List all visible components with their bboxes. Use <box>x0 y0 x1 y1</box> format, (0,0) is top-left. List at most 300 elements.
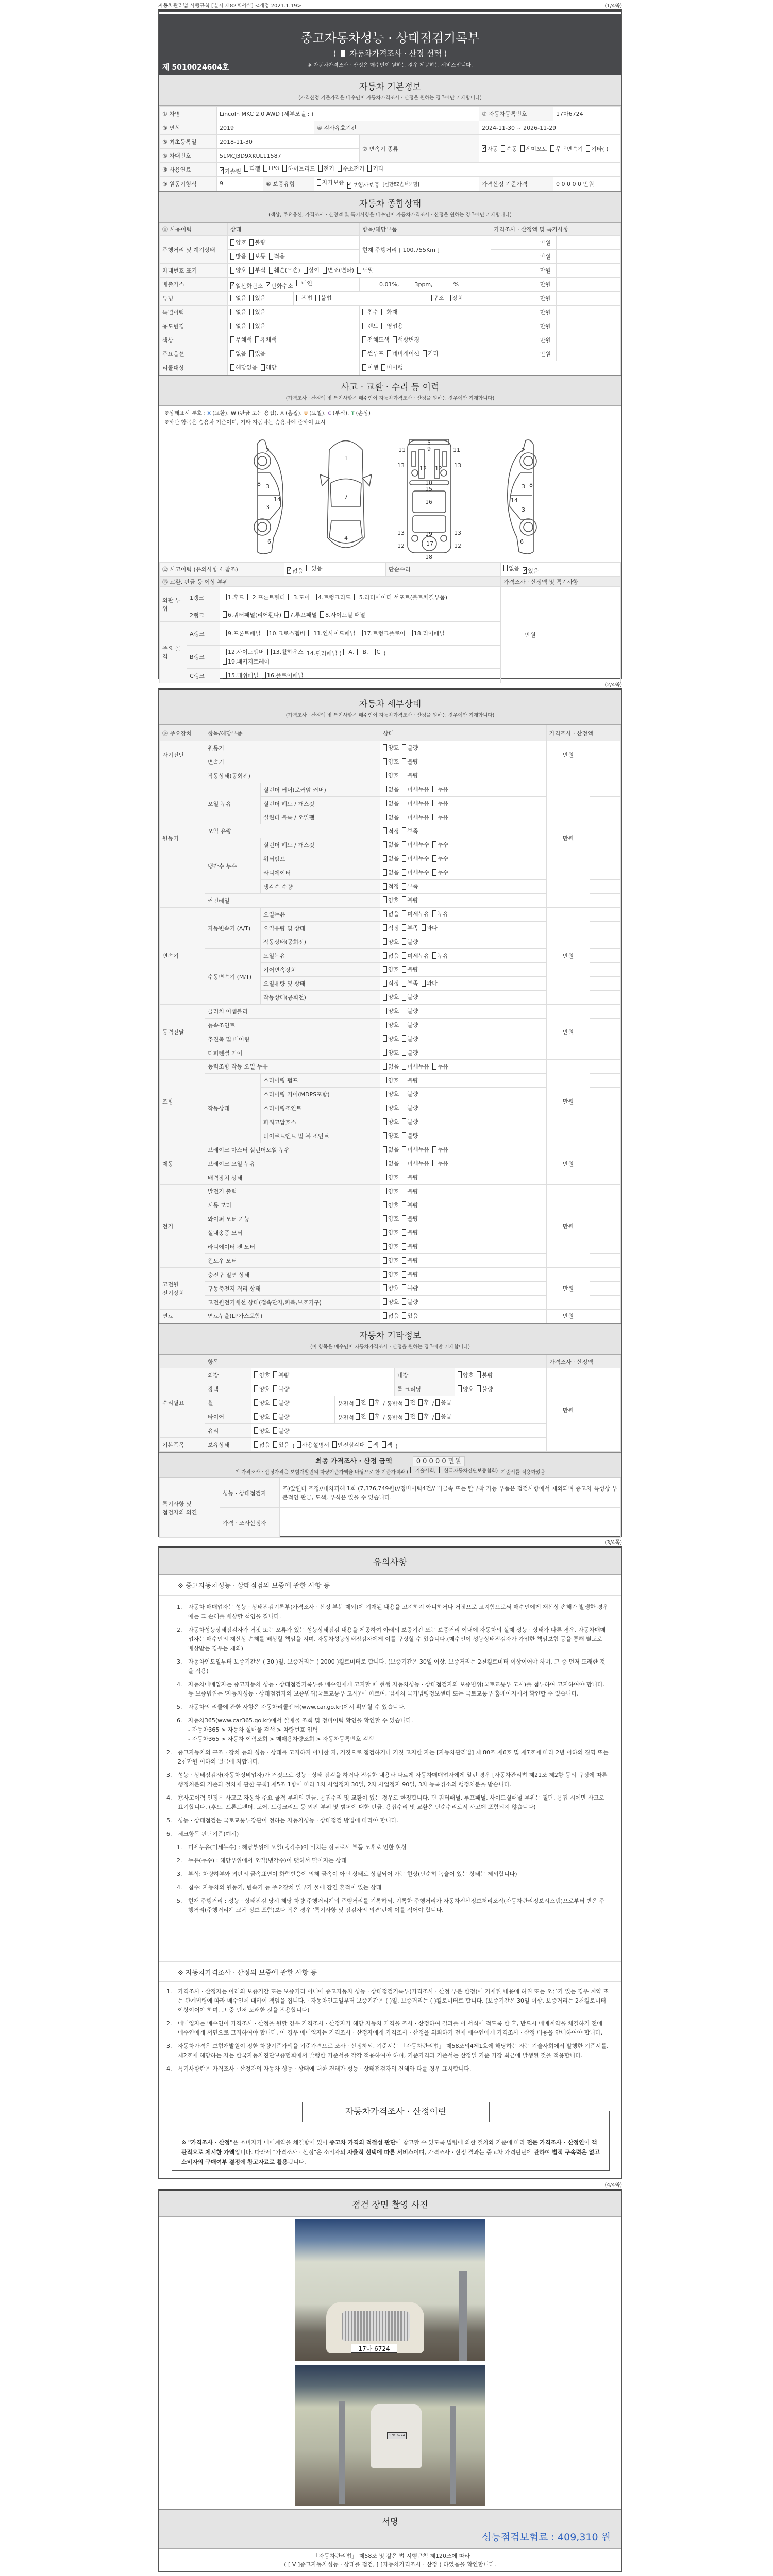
checkbox-icon[interactable] <box>284 611 289 618</box>
checkbox-icon[interactable] <box>432 1146 436 1153</box>
checkbox-option[interactable] <box>368 1440 379 1449</box>
checkbox-option[interactable] <box>383 993 399 1001</box>
checkbox-icon[interactable] <box>432 869 436 876</box>
checkbox-option[interactable] <box>262 671 304 680</box>
checkbox-option[interactable] <box>320 611 365 619</box>
checkbox-option[interactable] <box>296 279 312 287</box>
checkbox-option[interactable] <box>520 145 548 153</box>
checkbox-option[interactable] <box>230 363 258 371</box>
checkbox-icon[interactable] <box>402 814 406 820</box>
checkbox-icon[interactable] <box>362 364 366 371</box>
checkbox-icon[interactable] <box>402 1146 406 1153</box>
checkbox-icon[interactable] <box>362 336 366 343</box>
checkbox-option[interactable] <box>383 1201 399 1209</box>
checkbox-icon[interactable] <box>359 630 363 636</box>
checkbox-icon[interactable] <box>402 827 406 834</box>
checkbox-icon[interactable] <box>432 952 436 959</box>
checkbox-icon[interactable] <box>422 924 426 931</box>
checkbox-option[interactable] <box>313 593 351 601</box>
checkbox-icon[interactable] <box>383 1201 387 1208</box>
checkbox-option[interactable] <box>523 567 539 575</box>
checkbox-option[interactable] <box>381 308 397 316</box>
checkbox-icon[interactable] <box>383 924 387 931</box>
checkbox-icon[interactable] <box>520 145 525 152</box>
checkbox-icon[interactable] <box>249 253 254 260</box>
checkbox-icon[interactable] <box>383 1312 387 1319</box>
checkbox-option[interactable] <box>249 252 265 260</box>
checkbox-option[interactable] <box>402 1131 418 1140</box>
checkbox-option[interactable] <box>372 649 381 655</box>
checkbox-option[interactable] <box>306 564 322 572</box>
checkbox-option[interactable] <box>383 882 399 890</box>
checkbox-icon[interactable] <box>432 800 436 806</box>
inspection-photo-rear[interactable] <box>295 2365 485 2506</box>
checkbox-option[interactable] <box>381 321 403 330</box>
checkbox-icon[interactable] <box>254 1385 258 1392</box>
checkbox-icon[interactable] <box>409 630 413 636</box>
checkbox-option[interactable] <box>315 294 331 302</box>
checkbox-option[interactable] <box>223 611 281 619</box>
checkbox-option[interactable] <box>422 924 438 932</box>
checkbox-icon[interactable] <box>269 267 273 274</box>
checkbox-option[interactable] <box>383 1256 399 1264</box>
checkbox-icon[interactable] <box>273 1371 277 1378</box>
checkbox-icon[interactable] <box>402 1284 406 1291</box>
checkbox-option[interactable] <box>439 1467 498 1474</box>
checkbox-option[interactable] <box>273 1440 289 1449</box>
checkbox-icon[interactable] <box>402 1257 406 1264</box>
checkbox-icon[interactable] <box>369 1413 374 1420</box>
checkbox-option[interactable] <box>383 1131 399 1140</box>
checkbox-option[interactable] <box>402 1090 418 1098</box>
checkbox-option[interactable] <box>223 657 270 666</box>
checkbox-icon[interactable] <box>383 883 387 890</box>
checkbox-option[interactable] <box>273 1413 289 1421</box>
checkbox-option[interactable] <box>367 164 383 173</box>
checkbox-option[interactable] <box>332 1440 365 1449</box>
checkbox-icon[interactable] <box>230 336 234 343</box>
checkbox-option[interactable] <box>402 882 418 890</box>
checkbox-option[interactable] <box>338 164 365 173</box>
checkbox-icon[interactable] <box>369 1399 374 1406</box>
checkbox-option[interactable] <box>273 1371 289 1379</box>
checkbox-icon[interactable] <box>383 1146 387 1153</box>
checkbox-icon[interactable] <box>383 744 387 751</box>
checkbox-icon[interactable] <box>383 1008 387 1014</box>
checkbox-icon[interactable] <box>477 1385 481 1392</box>
checkbox-option[interactable] <box>432 952 448 960</box>
checkbox-option[interactable] <box>402 1117 418 1126</box>
checkbox-option[interactable] <box>357 266 373 274</box>
checkbox-icon[interactable] <box>402 1132 406 1139</box>
checkbox-icon[interactable] <box>402 1022 406 1028</box>
checkbox-option[interactable] <box>223 671 259 680</box>
checkbox-icon[interactable] <box>402 1160 406 1166</box>
checkbox-icon[interactable] <box>223 611 227 618</box>
checkbox-option[interactable] <box>402 1242 418 1250</box>
checkbox-icon[interactable] <box>223 594 227 600</box>
checkbox-option[interactable] <box>410 1467 436 1474</box>
checkbox-option[interactable] <box>284 611 317 619</box>
checkbox-icon[interactable] <box>402 869 406 876</box>
checkbox-icon[interactable] <box>402 966 406 973</box>
checkbox-icon[interactable] <box>338 165 342 172</box>
checkbox-icon[interactable] <box>372 649 376 655</box>
checkbox-icon[interactable] <box>402 1008 406 1014</box>
checkbox-icon[interactable] <box>383 1243 387 1250</box>
checkbox-icon[interactable] <box>308 630 312 636</box>
checkbox-option[interactable] <box>354 593 447 601</box>
checkbox-icon[interactable] <box>501 145 505 152</box>
checkbox-icon[interactable] <box>264 630 268 636</box>
checkbox-option[interactable] <box>308 629 355 637</box>
checkbox-option[interactable] <box>423 349 439 358</box>
checkbox-icon[interactable] <box>383 1188 387 1194</box>
checkbox-option[interactable] <box>266 282 293 290</box>
checkbox-option[interactable] <box>387 349 419 358</box>
checkbox-option[interactable] <box>503 564 519 572</box>
checkbox-icon[interactable] <box>368 1441 372 1448</box>
checkbox-icon[interactable] <box>223 658 227 665</box>
checkbox-option[interactable] <box>402 813 429 821</box>
checkbox-option[interactable] <box>402 868 429 876</box>
checkbox-option[interactable] <box>383 1284 399 1292</box>
checkbox-icon[interactable] <box>405 1399 409 1406</box>
checkbox-icon[interactable] <box>249 350 254 357</box>
checkbox-icon[interactable] <box>230 253 234 260</box>
checkbox-icon[interactable] <box>230 267 234 274</box>
checkbox-option[interactable] <box>383 1312 399 1320</box>
checkbox-icon[interactable] <box>382 1441 386 1448</box>
checkbox-option[interactable] <box>269 266 300 274</box>
checkbox-icon[interactable] <box>387 350 391 357</box>
checkbox-icon[interactable] <box>418 1413 423 1420</box>
checkbox-icon[interactable] <box>249 323 254 329</box>
checkbox-option[interactable] <box>501 145 517 153</box>
checkbox-option[interactable] <box>402 952 429 960</box>
checkbox-icon[interactable] <box>435 1413 440 1420</box>
checkbox-icon[interactable] <box>503 565 508 571</box>
checkbox-icon[interactable] <box>343 649 347 655</box>
checkbox-icon[interactable] <box>273 1385 277 1392</box>
checkbox-icon[interactable] <box>383 841 387 848</box>
checkbox-icon[interactable] <box>383 786 387 792</box>
checkbox-option[interactable] <box>362 335 390 344</box>
checkbox-icon[interactable] <box>383 952 387 959</box>
checkbox-icon[interactable] <box>261 364 265 371</box>
checkbox-icon[interactable] <box>383 1257 387 1264</box>
checkbox-icon[interactable] <box>269 253 273 260</box>
checkbox-icon[interactable] <box>254 1413 258 1420</box>
checkbox-option[interactable] <box>402 1270 418 1278</box>
checkbox-option[interactable] <box>383 1214 399 1223</box>
checkbox-option[interactable] <box>383 1187 399 1195</box>
checkbox-icon[interactable] <box>402 1312 406 1319</box>
checkbox-icon[interactable] <box>402 1077 406 1083</box>
checkbox-option[interactable] <box>254 1371 270 1379</box>
checkbox-icon[interactable] <box>383 1174 387 1180</box>
checkbox-option[interactable] <box>230 321 246 330</box>
checkbox-icon[interactable] <box>318 165 323 172</box>
checkbox-option[interactable] <box>255 335 277 344</box>
checkbox-icon[interactable] <box>458 1371 462 1378</box>
checkbox-icon[interactable] <box>230 323 234 329</box>
checkbox-option[interactable] <box>383 1270 399 1278</box>
checkbox-icon[interactable] <box>383 1215 387 1222</box>
checkbox-icon[interactable] <box>402 896 406 903</box>
checkbox-option[interactable] <box>304 266 320 274</box>
checkbox-icon[interactable] <box>439 1467 443 1473</box>
checkbox-option[interactable] <box>254 1385 270 1393</box>
checkbox-icon[interactable] <box>402 1229 406 1236</box>
checkbox-icon[interactable] <box>432 786 436 792</box>
checkbox-option[interactable] <box>230 238 246 246</box>
checkbox-icon[interactable] <box>230 309 234 315</box>
checkbox-option[interactable] <box>263 165 279 172</box>
checkbox-icon[interactable] <box>273 1427 277 1434</box>
checkbox-option[interactable] <box>249 294 265 302</box>
checkbox-option[interactable] <box>359 629 406 637</box>
checkbox-option[interactable] <box>383 743 399 752</box>
checkbox-icon[interactable] <box>247 594 251 600</box>
checkbox-option[interactable] <box>383 1021 399 1029</box>
checkbox-option[interactable] <box>383 1298 399 1306</box>
checkbox-option[interactable] <box>458 1385 474 1393</box>
checkbox-option[interactable] <box>550 145 583 153</box>
checkbox-option[interactable] <box>432 1145 448 1154</box>
checkbox-icon[interactable] <box>383 966 387 973</box>
checkbox-icon[interactable] <box>304 267 308 274</box>
checkbox-icon[interactable] <box>432 910 436 917</box>
checkbox-icon[interactable] <box>362 323 366 329</box>
select-checkbox[interactable] <box>341 50 345 57</box>
checkbox-icon[interactable] <box>402 883 406 890</box>
checkbox-icon[interactable] <box>367 165 372 172</box>
checkbox-option[interactable] <box>230 335 252 344</box>
checkbox-option[interactable] <box>383 896 399 904</box>
checkbox-option[interactable] <box>230 282 263 290</box>
checkbox-icon[interactable] <box>402 1035 406 1042</box>
checkbox-option[interactable] <box>402 1298 418 1306</box>
checkbox-icon[interactable] <box>288 594 292 600</box>
checkbox-option[interactable] <box>383 979 399 987</box>
checkbox-icon[interactable] <box>402 758 406 765</box>
checkbox-icon[interactable] <box>383 1063 387 1070</box>
checkbox-option[interactable] <box>477 1371 493 1379</box>
checkbox-option[interactable] <box>402 1145 429 1154</box>
checkbox-icon[interactable] <box>432 1160 436 1166</box>
checkbox-option[interactable] <box>418 1412 429 1420</box>
checkbox-option[interactable] <box>220 167 241 175</box>
checkbox-option[interactable] <box>405 1398 415 1406</box>
checkbox-icon[interactable] <box>383 869 387 876</box>
checkbox-icon[interactable] <box>432 814 436 820</box>
checkbox-option[interactable] <box>244 164 260 173</box>
checkbox-option[interactable] <box>223 648 264 656</box>
checked-box-icon[interactable]: ✓ <box>347 181 352 188</box>
checkbox-option[interactable] <box>447 294 463 302</box>
checked-box-icon[interactable]: ✓ <box>288 567 292 573</box>
checkbox-icon[interactable] <box>249 267 254 274</box>
checkbox-icon[interactable] <box>435 1399 440 1406</box>
checkbox-icon[interactable] <box>586 145 590 152</box>
checkbox-icon[interactable] <box>418 1399 423 1406</box>
checkbox-option[interactable] <box>402 993 418 1001</box>
checkbox-option[interactable] <box>402 743 418 752</box>
checkbox-option[interactable] <box>267 648 304 656</box>
checkbox-icon[interactable] <box>381 364 385 371</box>
checkbox-option[interactable] <box>402 827 418 835</box>
checked-box-icon[interactable]: ✓ <box>231 282 236 288</box>
checkbox-icon[interactable] <box>356 1399 360 1406</box>
checkbox-icon[interactable] <box>423 350 427 357</box>
checkbox-option[interactable] <box>432 1062 448 1071</box>
checkbox-icon[interactable] <box>428 295 432 301</box>
checkbox-icon[interactable] <box>320 611 324 618</box>
checkbox-option[interactable] <box>402 910 429 918</box>
checkbox-icon[interactable] <box>362 309 366 315</box>
checkbox-icon[interactable] <box>432 1063 436 1070</box>
inspection-photo-front[interactable] <box>295 2219 485 2361</box>
checkbox-icon[interactable] <box>402 980 406 987</box>
checkbox-icon[interactable] <box>402 1188 406 1194</box>
checkbox-icon[interactable] <box>254 1441 258 1448</box>
checkbox-option[interactable] <box>383 757 399 766</box>
checkbox-icon[interactable] <box>383 938 387 945</box>
checkbox-option[interactable] <box>383 1117 399 1126</box>
checkbox-icon[interactable] <box>402 772 406 778</box>
checkbox-option[interactable] <box>230 266 246 274</box>
checkbox-option[interactable] <box>383 840 399 849</box>
checkbox-option[interactable] <box>273 1399 289 1407</box>
checkbox-icon[interactable] <box>223 630 227 636</box>
checkbox-option[interactable] <box>402 979 418 987</box>
checkbox-icon[interactable] <box>282 165 287 172</box>
checkbox-icon[interactable] <box>458 1385 462 1392</box>
checkbox-icon[interactable] <box>402 952 406 959</box>
checkbox-option[interactable] <box>383 868 399 876</box>
checkbox-option[interactable] <box>393 335 420 344</box>
checkbox-option[interactable] <box>362 349 384 358</box>
checkbox-option[interactable] <box>317 178 344 187</box>
checkbox-option[interactable] <box>432 840 448 849</box>
checkbox-icon[interactable] <box>249 309 254 315</box>
checkbox-icon[interactable] <box>357 267 361 274</box>
checkbox-icon[interactable] <box>267 649 272 655</box>
checkbox-icon[interactable] <box>249 239 254 246</box>
checkbox-icon[interactable] <box>315 295 320 301</box>
checkbox-icon[interactable] <box>383 1035 387 1042</box>
checkbox-icon[interactable] <box>296 295 300 301</box>
checkbox-option[interactable] <box>383 1062 399 1071</box>
checkbox-option[interactable] <box>383 1173 399 1181</box>
checkbox-icon[interactable] <box>362 350 366 357</box>
checkbox-icon[interactable] <box>402 1271 406 1278</box>
checkbox-option[interactable] <box>402 854 429 862</box>
checkbox-option[interactable] <box>383 1076 399 1084</box>
checkbox-icon[interactable] <box>273 1441 277 1448</box>
checkbox-option[interactable] <box>383 785 399 793</box>
checkbox-option[interactable] <box>247 593 285 601</box>
checkbox-icon[interactable] <box>383 1271 387 1278</box>
checkbox-icon[interactable] <box>393 336 397 343</box>
checkbox-option[interactable] <box>264 629 306 637</box>
checkbox-icon[interactable] <box>356 1413 360 1420</box>
checkbox-option[interactable] <box>223 629 261 637</box>
checkbox-icon[interactable] <box>383 814 387 820</box>
checkbox-icon[interactable] <box>402 910 406 917</box>
checkbox-icon[interactable] <box>230 239 234 246</box>
checkbox-icon[interactable] <box>244 165 248 172</box>
checkbox-option[interactable] <box>383 1048 399 1057</box>
checkbox-icon[interactable] <box>402 1049 406 1056</box>
checkbox-icon[interactable] <box>273 1399 277 1406</box>
checkbox-icon[interactable] <box>402 994 406 1001</box>
checkbox-option[interactable] <box>402 1159 429 1167</box>
checkbox-option[interactable] <box>369 1412 380 1420</box>
checkbox-icon[interactable] <box>402 1298 406 1305</box>
checkbox-option[interactable] <box>383 854 399 862</box>
checkbox-icon[interactable] <box>230 364 234 371</box>
checkbox-option[interactable] <box>428 294 444 302</box>
checkbox-option[interactable] <box>432 785 448 793</box>
checkbox-option[interactable] <box>254 1427 270 1435</box>
checkbox-option[interactable] <box>402 799 429 807</box>
checkbox-option[interactable] <box>383 938 399 946</box>
checkbox-option[interactable] <box>435 1412 451 1420</box>
checkbox-option[interactable] <box>402 840 429 849</box>
checkbox-icon[interactable] <box>402 1063 406 1070</box>
checkbox-icon[interactable] <box>383 1229 387 1236</box>
checked-box-icon[interactable]: ✓ <box>220 167 225 173</box>
checkbox-icon[interactable] <box>383 772 387 778</box>
checkbox-option[interactable] <box>383 1035 399 1043</box>
checkbox-option[interactable] <box>230 349 246 358</box>
checkbox-option[interactable] <box>254 1440 270 1449</box>
checkbox-icon[interactable] <box>422 980 426 987</box>
checkbox-icon[interactable] <box>383 855 387 862</box>
checkbox-option[interactable] <box>402 1214 418 1223</box>
checkbox-option[interactable] <box>356 1398 366 1406</box>
checkbox-option[interactable] <box>477 1385 493 1393</box>
checkbox-icon[interactable] <box>383 1049 387 1056</box>
checkbox-icon[interactable] <box>402 786 406 792</box>
checkbox-icon[interactable] <box>254 1399 258 1406</box>
checkbox-option[interactable] <box>402 1284 418 1292</box>
checkbox-icon[interactable] <box>381 309 385 315</box>
checkbox-option[interactable] <box>254 1399 270 1407</box>
checkbox-icon[interactable] <box>249 295 254 301</box>
checkbox-option[interactable] <box>402 924 418 932</box>
checkbox-icon[interactable] <box>402 800 406 806</box>
checkbox-option[interactable] <box>402 757 418 766</box>
checkbox-icon[interactable] <box>230 350 234 357</box>
checkbox-icon[interactable] <box>255 336 259 343</box>
checkbox-option[interactable] <box>273 1427 289 1435</box>
checkbox-icon[interactable] <box>402 1105 406 1111</box>
checked-box-icon[interactable]: ✓ <box>523 567 528 573</box>
checkbox-icon[interactable] <box>383 1118 387 1125</box>
checkbox-option[interactable] <box>432 799 448 807</box>
checkbox-icon[interactable] <box>402 1243 406 1250</box>
checkbox-icon[interactable] <box>263 165 267 172</box>
checkbox-icon[interactable] <box>313 594 317 600</box>
checkbox-option[interactable] <box>347 181 380 189</box>
checkbox-option[interactable] <box>383 1145 399 1154</box>
checkbox-option[interactable] <box>402 1256 418 1264</box>
checkbox-icon[interactable] <box>383 994 387 1001</box>
checkbox-option[interactable] <box>318 164 334 173</box>
